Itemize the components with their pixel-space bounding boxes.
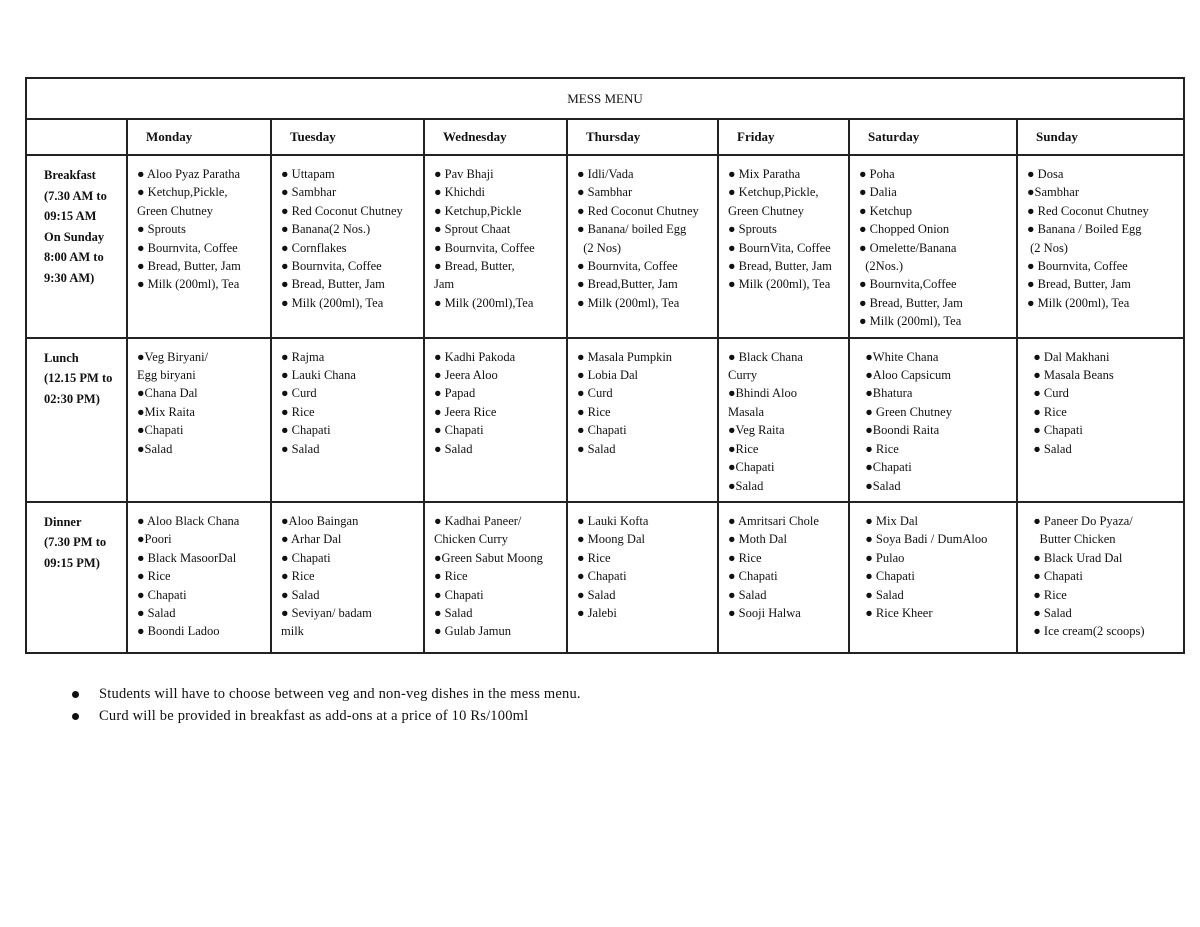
menu-item: ●Rice	[728, 441, 759, 456]
menu-item: ● Chopped Onion	[859, 222, 950, 237]
menu-item: ● Kadhai Paneer/	[434, 513, 522, 528]
day-header-sunday: Sunday	[1017, 119, 1184, 155]
menu-item: ● Rice	[859, 441, 899, 456]
menu-item: ● Chapati	[281, 550, 331, 565]
menu-cell-dinner-tuesday	[271, 502, 424, 653]
menu-item: ●Aloo Baingan	[281, 513, 359, 528]
menu-item: ● Bread, Butter,	[434, 259, 515, 274]
meal-row-breakfast	[26, 155, 1184, 338]
menu-item: ● Jeera Rice	[434, 404, 497, 419]
menu-item: ● Curd	[577, 386, 613, 401]
menu-item: ● Ketchup	[859, 203, 913, 218]
menu-item: ● Rice	[1027, 404, 1067, 419]
meal-label-line: Breakfast	[44, 168, 96, 182]
menu-item: ● Sprouts	[137, 222, 186, 237]
day-header-monday: Monday	[127, 119, 271, 155]
menu-item: ● Bournvita,Coffee	[859, 277, 957, 292]
menu-item: ● Rajma	[281, 349, 325, 364]
menu-cell-lunch-tuesday	[271, 338, 424, 502]
menu-item: ● Bread, Butter, Jam	[859, 295, 963, 310]
meal-label-line: 9:30 AM)	[44, 270, 95, 285]
menu-item: ● Curd	[1027, 386, 1069, 401]
menu-item: ●Aloo Capsicum	[859, 368, 951, 383]
menu-item: ● Aloo Black Chana	[137, 513, 240, 528]
menu-item: (2 Nos)	[577, 240, 622, 255]
menu-item: ● Chapati	[137, 587, 187, 602]
menu-item: ● Masala Beans	[1027, 368, 1114, 383]
menu-item: ● Kadhi Pakoda	[434, 349, 516, 364]
menu-item: ● Black MasoorDal	[137, 550, 237, 565]
menu-item: ● Rice	[434, 569, 468, 584]
menu-item: ● Banana(2 Nos.)	[281, 222, 371, 237]
menu-cell-lunch-thursday	[567, 338, 718, 502]
menu-item: milk	[281, 624, 304, 639]
menu-item: ● Milk (200ml),Tea	[434, 295, 534, 310]
menu-item: ● Lobia Dal	[577, 368, 639, 383]
menu-item: ● Salad	[728, 587, 767, 602]
menu-item: Masala	[728, 404, 765, 419]
menu-item: ● Curd	[281, 386, 317, 401]
menu-item: ● Rice	[577, 550, 611, 565]
day-header-wednesday: Wednesday	[424, 119, 567, 155]
menu-cell-breakfast-wednesday	[424, 155, 567, 338]
menu-item: ● Moong Dal	[577, 532, 645, 547]
menu-item: ● Bournvita, Coffee	[434, 240, 535, 255]
menu-cell-breakfast-monday	[127, 155, 271, 338]
menu-item: ● Salad	[577, 441, 616, 456]
menu-item: ● Banana / Boiled Egg	[1027, 222, 1142, 237]
menu-item: ● Green Chutney	[859, 404, 952, 419]
menu-item: ●White Chana	[859, 349, 939, 364]
menu-item: ● Rice	[1027, 587, 1067, 602]
menu-item: ● Arhar Dal	[281, 532, 342, 547]
menu-item: ● Poha	[859, 167, 895, 181]
menu-item: ● Rice Kheer	[859, 605, 933, 620]
menu-cell-breakfast-saturday	[849, 155, 1017, 338]
menu-cell-lunch-monday	[127, 338, 271, 502]
day-header-thursday: Thursday	[567, 119, 718, 155]
menu-item: (2Nos.)	[859, 259, 904, 274]
menu-item: ●Sambhar	[1027, 185, 1079, 200]
menu-item: ● Salad	[281, 441, 320, 456]
menu-item: ● Bread, Butter, Jam	[1027, 277, 1131, 292]
menu-item: ● Salad	[577, 587, 616, 602]
menu-cell-dinner-wednesday	[424, 502, 567, 653]
menu-item: ●Salad	[728, 478, 764, 493]
menu-item: ● Chapati	[1027, 569, 1083, 584]
menu-cell-breakfast-friday	[718, 155, 849, 338]
meal-row-dinner	[26, 502, 1184, 653]
menu-cell-dinner-saturday	[849, 502, 1017, 653]
meal-label-line: 02:30 PM)	[44, 391, 100, 406]
meal-label-line: (7.30 PM to	[44, 535, 107, 550]
menu-item: Butter Chicken	[1027, 532, 1116, 547]
menu-item: ● Milk (200ml), Tea	[859, 314, 962, 329]
menu-item: ● Idli/Vada	[577, 167, 634, 181]
menu-item: ● Rice	[281, 404, 315, 419]
note-text: Curd will be provided in breakfast as add-ons at a price of 10 Rs/100ml	[99, 708, 529, 724]
menu-item: ● Sprout Chaat	[434, 222, 511, 237]
menu-item: Chicken Curry	[434, 532, 508, 547]
menu-item: ● Moth Dal	[728, 532, 787, 547]
menu-item: ● Milk (200ml), Tea	[1027, 295, 1130, 310]
menu-item: ● Paneer Do Pyaza/	[1027, 513, 1133, 528]
bullet-icon	[72, 691, 79, 698]
menu-item: ● Milk (200ml), Tea	[137, 277, 240, 292]
menu-item: ● Lauki Chana	[281, 368, 356, 383]
menu-item: ● Red Coconut Chutney	[1027, 203, 1149, 218]
menu-cell-dinner-monday	[127, 502, 271, 653]
menu-item: ● Rice	[577, 404, 611, 419]
menu-cell-breakfast-sunday	[1017, 155, 1184, 338]
day-header-row	[26, 119, 1184, 155]
menu-item: (2 Nos)	[1027, 240, 1068, 255]
menu-item: ● Sambhar	[577, 185, 633, 200]
menu-item: ● BournVita, Coffee	[728, 240, 831, 255]
menu-item: Curry	[728, 368, 758, 383]
menu-item: ● Mix Paratha	[728, 167, 801, 181]
menu-item: ● Mix Dal	[859, 513, 918, 528]
menu-item: ● Chapati	[577, 569, 627, 584]
menu-item: ● Boondi Ladoo	[137, 624, 220, 639]
menu-item: ● Red Coconut Chutney	[281, 203, 403, 218]
menu-item: ●Salad	[859, 478, 901, 493]
menu-item: ● Cornflakes	[281, 240, 347, 255]
menu-item: ● Lauki Kofta	[577, 513, 649, 528]
menu-cell-lunch-wednesday	[424, 338, 567, 502]
menu-item: Egg biryani	[137, 368, 196, 383]
meal-label-breakfast	[26, 155, 127, 338]
menu-item: ● Ketchup,Pickle,	[728, 185, 819, 200]
meal-label-line: 8:00 AM to	[44, 250, 104, 264]
menu-cell-dinner-thursday	[567, 502, 718, 653]
menu-item: ●Chana Dal	[137, 386, 198, 401]
menu-item: ● Dal Makhani	[1027, 349, 1110, 364]
menu-item: ● Ketchup,Pickle	[434, 203, 522, 218]
note-item	[72, 683, 581, 705]
menu-item: ● Pav Bhaji	[434, 167, 494, 181]
menu-item: ● Seviyan/ badam	[281, 605, 372, 620]
menu-item: ● Bournvita, Coffee	[137, 240, 238, 255]
menu-item: ● Rice	[137, 569, 171, 584]
mess-menu-table	[25, 77, 1185, 654]
note-item	[72, 705, 581, 727]
meal-label-line: 09:15 AM	[44, 209, 97, 223]
menu-item: ● Jalebi	[577, 605, 617, 620]
meal-label-line: Lunch	[44, 350, 79, 365]
menu-item: ●Poori	[137, 532, 172, 547]
menu-item: ● Soya Badi / DumAloo	[859, 532, 988, 547]
menu-item: ●Bhatura	[859, 386, 913, 401]
menu-item: ● Chapati	[859, 569, 915, 584]
day-header-tuesday: Tuesday	[271, 119, 424, 155]
menu-cell-lunch-saturday	[849, 338, 1017, 502]
menu-item: ● Salad	[434, 441, 473, 456]
menu-item: ●Bhindi Aloo	[728, 386, 798, 401]
menu-item: ●Veg Biryani/	[137, 349, 209, 364]
menu-item: ● Salad	[859, 587, 904, 602]
menu-item: ● Milk (200ml), Tea	[728, 277, 831, 292]
note-text: Students will have to choose between veg and non-veg dishes in the mess menu.	[99, 686, 581, 702]
menu-item: ● Black Urad Dal	[1027, 550, 1123, 565]
notes-list	[72, 683, 581, 727]
menu-item: ●Chapati	[137, 423, 184, 438]
menu-item: ● Milk (200ml), Tea	[577, 295, 680, 310]
menu-item: ● Sprouts	[728, 222, 777, 237]
menu-cell-lunch-friday	[718, 338, 849, 502]
menu-item: ● Chapati	[434, 587, 484, 602]
menu-cell-breakfast-tuesday	[271, 155, 424, 338]
menu-item: ● Chapati	[728, 569, 778, 584]
menu-item: ● Dosa	[1027, 167, 1064, 181]
meal-row-lunch	[26, 338, 1184, 502]
menu-item: ● Masala Pumpkin	[577, 349, 673, 364]
menu-item: ● Rice	[728, 550, 762, 565]
menu-item: ● Bournvita, Coffee	[1027, 259, 1128, 274]
menu-item: ● Amritsari Chole	[728, 513, 819, 528]
menu-item: ●Salad	[137, 441, 173, 456]
meal-label-line: Dinner	[44, 514, 82, 529]
menu-item: Jam	[434, 277, 455, 292]
menu-item: ● Chapati	[577, 423, 627, 438]
day-header-friday: Friday	[718, 119, 849, 155]
menu-item: ● Black Chana	[728, 349, 803, 364]
menu-item: ●Veg Raita	[728, 423, 785, 438]
menu-item: ● Salad	[1027, 605, 1072, 620]
menu-item: ● Salad	[281, 587, 320, 602]
menu-item: ● Chapati	[281, 423, 331, 438]
menu-item: ● Banana/ boiled Egg	[577, 222, 687, 237]
menu-item: ●Boondi Raita	[859, 423, 940, 438]
meal-label-line: On Sunday	[44, 229, 105, 244]
menu-cell-dinner-friday	[718, 502, 849, 653]
menu-item: Green Chutney	[137, 203, 214, 218]
menu-item: ● Jeera Aloo	[434, 368, 498, 383]
menu-item: ● Dalia	[859, 185, 897, 200]
menu-cell-breakfast-thursday	[567, 155, 718, 338]
meal-label-lunch	[26, 338, 127, 502]
menu-item: ● Aloo Pyaz Paratha	[137, 167, 241, 181]
meal-label-line: (12.15 PM to	[44, 371, 113, 386]
menu-item: ● Omelette/Banana	[859, 240, 957, 255]
menu-item: ● Chapati	[1027, 423, 1083, 438]
menu-item: ● Gulab Jamun	[434, 624, 511, 639]
menu-item: ● Salad	[137, 605, 176, 620]
menu-item: ●Chapati	[728, 460, 775, 475]
menu-item: ● Bread,Butter, Jam	[577, 277, 678, 292]
meal-label-dinner	[26, 502, 127, 653]
menu-item: ● Salad	[434, 605, 473, 620]
menu-item: ● Ice cream(2 scoops)	[1027, 624, 1145, 639]
menu-item: ● Milk (200ml), Tea	[281, 295, 384, 310]
menu-item: Green Chutney	[728, 203, 805, 218]
day-header-saturday: Saturday	[849, 119, 1017, 155]
menu-item: ● Bournvita, Coffee	[281, 259, 382, 274]
menu-item: ● Salad	[1027, 441, 1072, 456]
menu-item: ● Ketchup,Pickle,	[137, 185, 228, 200]
menu-item: ●Green Sabut Moong	[434, 550, 543, 565]
menu-item: ● Papad	[434, 386, 476, 401]
corner-cell	[26, 119, 127, 155]
menu-cell-dinner-sunday	[1017, 502, 1184, 653]
menu-item: ● Uttapam	[281, 167, 335, 181]
menu-cell-lunch-sunday	[1017, 338, 1184, 502]
menu-item: ● Chapati	[434, 423, 484, 438]
meal-label-line: (7.30 AM to	[44, 188, 107, 203]
menu-title: MESS MENU	[26, 78, 1184, 119]
menu-item: ● Pulao	[859, 550, 905, 565]
menu-item: ●Mix Raita	[137, 404, 195, 419]
menu-item: ● Bournvita, Coffee	[577, 259, 678, 274]
bullet-icon	[72, 713, 79, 720]
meal-label-line: 09:15 PM)	[44, 555, 100, 570]
menu-item: ● Bread, Butter, Jam	[728, 259, 832, 274]
menu-item: ●Chapati	[859, 460, 912, 475]
menu-item: ● Bread, Butter, Jam	[137, 259, 241, 274]
menu-item: ● Sooji Halwa	[728, 605, 801, 620]
menu-item: ● Bread, Butter, Jam	[281, 277, 385, 292]
menu-item: ● Red Coconut Chutney	[577, 203, 699, 218]
menu-item: ● Khichdi	[434, 185, 485, 200]
menu-item: ● Rice	[281, 569, 315, 584]
menu-item: ● Sambhar	[281, 185, 337, 200]
